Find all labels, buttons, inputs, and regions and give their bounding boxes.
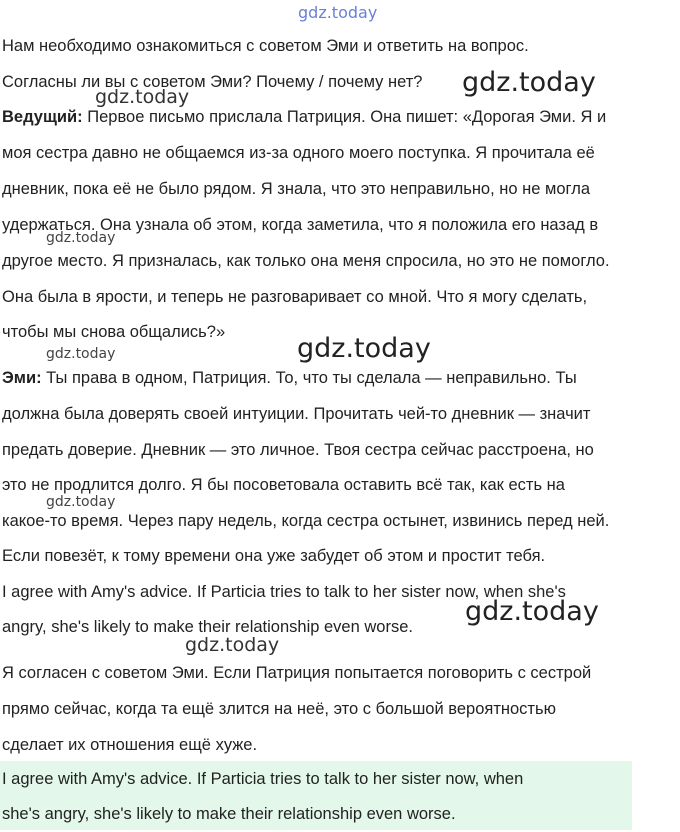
amy-line: Эми: Ты права в одном, Патриция. То, что ты сделала — неправильно. Ты xyxy=(2,369,577,387)
host-line: моя сестра давно не общаемся из-за одного моего поступка. Я прочитала её xyxy=(2,144,595,162)
answer-ru-line: сделает их отношения ещё хуже. xyxy=(2,736,258,754)
answer-en-line: I agree with Amy's advice. If Particia tries to talk to her sister now, when she's xyxy=(2,583,566,601)
answer-en-line: angry, she's likely to make their relationship even worse. xyxy=(2,618,413,636)
watermark: gdz.today xyxy=(462,67,596,98)
host-line: дневник, пока её не было рядом. Я знала, что это неправильно, но не могла xyxy=(2,180,590,198)
watermark: gdz.today xyxy=(46,494,116,510)
amy-label: Эми: xyxy=(2,369,42,387)
host-line: удержаться. Она узнала об этом, когда заметила, что я положила его назад в xyxy=(2,216,599,234)
answer-highlight-line: she's angry, she's likely to make their relationship even worse. xyxy=(2,805,456,823)
answer-ru-line: Я согласен с советом Эми. Если Патриция попытается поговорить с сестрой xyxy=(2,664,592,682)
watermark: gdz.today xyxy=(297,333,431,364)
watermark: gdz.today xyxy=(465,596,599,627)
host-line: Ведущий: Первое письмо прислала Патриция. Она пишет: «Дорогая Эми. Я и xyxy=(2,108,607,126)
amy-line: это не продлится долго. Я бы посоветовала оставить всё так, как есть на xyxy=(2,476,565,494)
watermark: gdz.today xyxy=(185,634,280,656)
amy-line: Если повезёт, к тому времени она уже забудет об этом и простит тебя. xyxy=(2,547,546,565)
intro-line: Нам необходимо ознакомиться с советом Эми и ответить на вопрос. xyxy=(2,37,529,55)
watermark: gdz.today xyxy=(46,230,116,246)
answer-highlight-line: I agree with Amy's advice. If Particia tries to talk to her sister now, when xyxy=(2,770,524,788)
amy-line: какое-то время. Через пару недель, когда сестра остынет, извинись перед ней. xyxy=(2,512,610,530)
watermark: gdz.today xyxy=(95,86,190,108)
watermark: gdz.today xyxy=(46,346,116,362)
watermark-top: gdz.today xyxy=(298,3,378,22)
answer-ru-line: прямо сейчас, когда та ещё злится на неё, это с большой вероятностью xyxy=(2,700,556,718)
host-line: другое место. Я призналась, как только она меня спросила, но это не помогло. xyxy=(2,252,610,270)
host-label: Ведущий: xyxy=(2,108,83,126)
amy-line: должна была доверять своей интуиции. Прочитать чей-то дневник — значит xyxy=(2,405,591,423)
host-line: чтобы мы снова общались?» xyxy=(2,323,226,341)
host-line: Она была в ярости, и теперь не разговаривает со мной. Что я могу сделать, xyxy=(2,288,588,306)
amy-line: предать доверие. Дневник — это личное. Твоя сестра сейчас расстроена, но xyxy=(2,441,594,459)
intro-line: Согласны ли вы с советом Эми? Почему / почему нет? xyxy=(2,73,423,91)
